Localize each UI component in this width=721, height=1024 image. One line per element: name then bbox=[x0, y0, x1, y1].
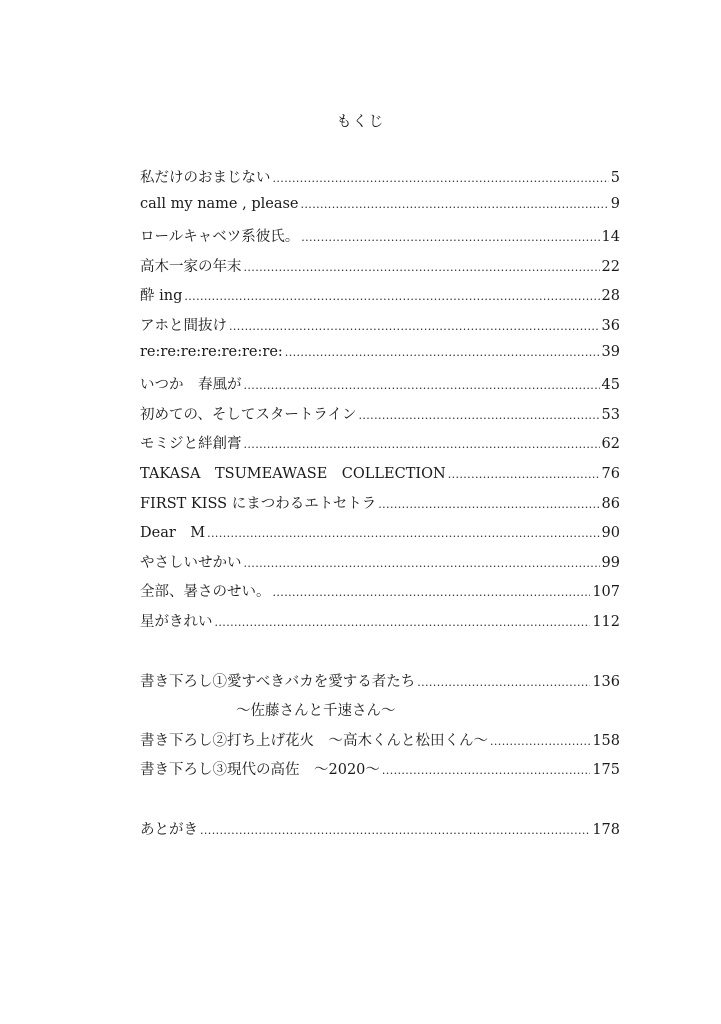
entry-page: 76 bbox=[601, 465, 620, 482]
toc-entry bbox=[140, 314, 620, 344]
entry-title: やさしいせかい bbox=[140, 554, 242, 571]
entry-title: call my name , please bbox=[140, 195, 299, 212]
entry-title: re:re:re:re:re:re:re: bbox=[140, 343, 283, 360]
entry-page: 14 bbox=[601, 229, 620, 246]
toc-afterword-entry bbox=[140, 818, 620, 848]
entry-title: ロールキャベツ系彼氏。 bbox=[140, 229, 300, 246]
section-spacer bbox=[140, 640, 620, 670]
dot-leader bbox=[207, 527, 599, 540]
entry-title: TAKASA TSUMEAWASE COLLECTION bbox=[140, 465, 446, 482]
entry-page: 158 bbox=[592, 732, 620, 749]
entry-title: 全部、暑さのせい。 bbox=[140, 584, 271, 601]
toc-entry bbox=[140, 196, 620, 226]
entry-title: FIRST KISS にまつわるエトセトラ bbox=[140, 495, 377, 512]
dot-leader bbox=[490, 735, 590, 748]
toc-entry bbox=[140, 373, 620, 403]
toc-entry bbox=[140, 580, 620, 610]
entry-page: 107 bbox=[592, 584, 620, 601]
entry-page: 136 bbox=[592, 673, 620, 690]
entry-title: いつか 春風が bbox=[140, 377, 242, 394]
entry-page: 5 bbox=[610, 170, 620, 186]
entry-page: 9 bbox=[610, 195, 620, 212]
toc-entry bbox=[140, 255, 620, 285]
entry-page: 175 bbox=[592, 762, 620, 779]
entry-title: 書き下ろし②打ち上げ花火 ～高木くんと松田くん～ bbox=[140, 732, 488, 749]
dot-leader bbox=[200, 824, 590, 837]
dot-leader bbox=[285, 346, 600, 359]
dot-leader bbox=[229, 320, 600, 333]
dot-leader bbox=[358, 409, 599, 422]
toc-extra-entry bbox=[140, 670, 620, 700]
dot-leader bbox=[301, 198, 609, 211]
entry-page: 112 bbox=[592, 613, 620, 630]
entry-title: 初めての、そしてスタートライン bbox=[140, 406, 357, 423]
toc-entry bbox=[140, 462, 620, 492]
entry-title: 書き下ろし①愛すべきバカを愛する者たち bbox=[140, 673, 416, 690]
dot-leader bbox=[417, 676, 590, 689]
toc-entry bbox=[140, 610, 620, 640]
dot-leader bbox=[244, 379, 600, 392]
dot-leader bbox=[215, 616, 591, 629]
toc-entry bbox=[140, 225, 620, 255]
dot-leader bbox=[244, 261, 600, 274]
entry-page: 99 bbox=[601, 554, 620, 571]
dot-leader bbox=[382, 764, 590, 777]
entry-title: アホと間抜け bbox=[140, 317, 227, 334]
toc-extra-entry bbox=[140, 729, 620, 759]
entry-page: 28 bbox=[601, 288, 620, 305]
toc-entry bbox=[140, 492, 620, 522]
dot-leader bbox=[184, 290, 599, 303]
entry-title: 星がきれい bbox=[140, 613, 213, 630]
dot-leader bbox=[273, 586, 591, 599]
entry-page: 36 bbox=[601, 317, 620, 334]
entry-title: 酔 ing bbox=[140, 288, 183, 305]
dot-leader bbox=[244, 438, 600, 451]
toc-entry bbox=[140, 432, 620, 462]
entry-page: 178 bbox=[592, 821, 620, 838]
page-title: もくじ bbox=[336, 112, 385, 130]
dot-leader bbox=[244, 557, 600, 570]
section-spacer bbox=[140, 788, 620, 818]
dot-leader bbox=[448, 468, 600, 481]
entry-title: 私だけのおまじない bbox=[140, 170, 271, 186]
entry-title: モミジと絆創膏 bbox=[140, 436, 242, 453]
entry-subtitle: ～佐藤さんと千速さん～ bbox=[236, 703, 396, 720]
entry-title: 高木一家の年末 bbox=[140, 258, 242, 275]
toc-entry bbox=[140, 344, 620, 374]
entry-title: あとがき bbox=[140, 821, 198, 838]
table-of-contents bbox=[140, 166, 620, 847]
entry-page: 53 bbox=[601, 406, 620, 423]
entry-page: 90 bbox=[601, 525, 620, 542]
entry-page: 62 bbox=[601, 436, 620, 453]
entry-page: 86 bbox=[601, 495, 620, 512]
toc-entry bbox=[140, 284, 620, 314]
dot-leader bbox=[301, 231, 599, 244]
toc-entry bbox=[140, 521, 620, 551]
dot-leader bbox=[273, 172, 609, 185]
toc-extra-entry bbox=[140, 758, 620, 788]
dot-leader bbox=[378, 498, 599, 511]
entry-page: 39 bbox=[601, 343, 620, 360]
entry-title: 書き下ろし③現代の高佐 ～2020～ bbox=[140, 762, 380, 779]
entry-page: 22 bbox=[601, 258, 620, 275]
entry-page: 45 bbox=[601, 377, 620, 394]
toc-entry bbox=[140, 551, 620, 581]
toc-entry bbox=[140, 166, 620, 196]
entry-subtitle-row bbox=[140, 699, 620, 729]
toc-entry bbox=[140, 403, 620, 433]
entry-title: Dear M bbox=[140, 525, 206, 542]
